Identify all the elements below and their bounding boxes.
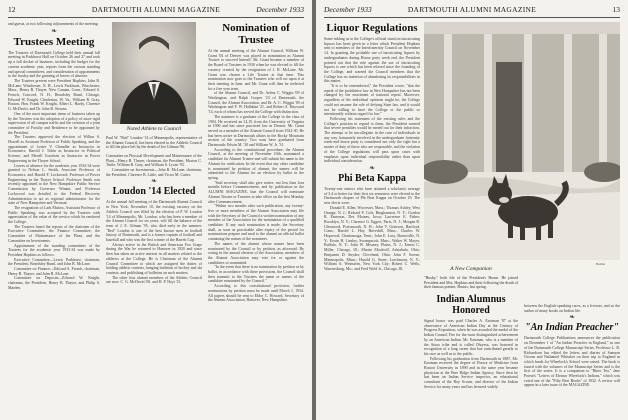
paragraph: Committee on Physical Development and Maintenance of the Plant—Henry B. Thayer, chairman, the President, Morton C. Tuttle, William R. Gray, and William S. Lycan '93.: [106, 153, 202, 168]
header-rule: [324, 17, 620, 18]
page-number: 13: [612, 5, 620, 14]
article-title-nomination: Nomination of Trustee: [222, 22, 290, 46]
paragraph: between the English-speaking races, as a lecturer, and as the author of many books on Indian life.: [524, 304, 620, 313]
article-title-phi-beta-kappa: Phi Beta Kappa: [338, 172, 406, 184]
paragraph: According to the constitutional procedure, the Alumni Council, at the meeting of November 10th, nominated a candidate for Alumni Trustee and will submit his name to the Alumni for ratification. In the event that any other candidate is nominated by petition of alumni, the names will be submitted to the Alumni for an election by ballot in the spring.: [208, 147, 304, 180]
paragraph: "It is to be remembered," the President wrote, "that the repeal of the prohibitive law in New Hampshire has not been changed by the enactment of national repeal. Moreover, regardless of the individual opinions might be, the College could not assume the role of defying State law, and it would not be willing to have the College or the public so intentionally without regard for law.": [324, 84, 420, 117]
paragraph: The nominee is a graduate of the College in the class of 1904. He received an LL.B. from the University of Virginia in 1906 and has since practiced law in Denver. Mr. Grant served as a member of the Alumni Council from 1922-30. He has been active in Dartmouth affairs in the Rocky Mountain section of the country. Two sons have graduated from Dartmouth: Edwin M. '30 and William W. Jr. '31.: [208, 114, 304, 148]
portrait-image: [106, 22, 202, 124]
paragraph: The Trustees approved the election of Wilbur S. Howell as Assistant Professor of Public Speaking, and the appointment of Lester V. Chandler as Instructor in Economics. Harold J. Tobin as Instructor in Political Science, and Merrill Goodwin as Instructor in Power Engineering in the Thayer School.: [8, 135, 100, 163]
caption-text: Paul W. "Red" Loudon '14 of Minneapolis, representative of the Alumni Council, has been elected to the Athletic Council to fill the place left by the death of Joe Gilman '96.: [106, 135, 202, 150]
paragraph: of the Alumni Council, and Dr. Arthur C. Wiggin '09 of Washington, and Ralph Cooper '23 of Dartmouth, the Council, the Alumni Association, and Dr. A. C. Wiggin '09 of Washington and F. W. Hallahan '21, and Robert A. Hayward '14, each of whom has served the College with distinction.: [208, 91, 304, 115]
paragraph: Executive Committee—Lewis Parkhurst, chairman, the President, Beardsley Ruml, and John R. McLane.: [8, 257, 100, 267]
photo-caption: A New Companion: [450, 266, 492, 272]
page-number: 12: [8, 5, 16, 14]
right-page: [316, 0, 628, 420]
paragraph: The Trustees present were President Hopkins, John R. McLane, Winchester, N. H., Lewis Parkhurst, Winchester, Mass., Henry B. Thayer, New Canaan, Conn., Edward S. French, Concord, N. H., Beardsley Ruml, Chicago, Edward W. Knight, Charleston, W. Va., William R. Gray, Boston, Hon. Frank W. Knight, Albert L. Hardy, Clarence G. McDavitt, and Dr. John B. Stearns.: [8, 78, 100, 112]
paragraph: "Said secretary shall also give notice, not less than four months before Commencement, and by publication in the ALUMNI MAGAZINE, that the Council will nominate Alumni Trustee or Trustees to take office on the first Monday after Commencement.: [208, 180, 304, 204]
page-header: [8, 5, 304, 16]
dog-photo-image: [424, 22, 620, 260]
paragraph: Dartmouth College Publications announces the publication on December 1 of "An Indian Preacher in England," as one of the Dartmouth College Manuscript Series. Professor L. B. Richardson has edited the letters and diaries of Samson Occom and Nathaniel Whitaker on their trip to England in which funds for Wheelock's School were raised. The book is issued with the volumes of the Manuscript Series and is the first of the series. It is a companion to "Bitter Tea," Jane Poteat's "Letters of Eleazar Wheelock's Indians," which was voted one of the "Fifty Best Books" of 1932. A review will appear in a later issue of the MAGAZINE.: [524, 336, 620, 388]
companion-photo: [424, 22, 620, 260]
journal-title: DARTMOUTH ALUMNI MAGAZINE: [91, 5, 221, 14]
issue-date: December 1933: [324, 5, 372, 14]
left-column-2: [106, 22, 202, 416]
caption-text: "Husky," both life of the President's House. He joined President and Mrs. Hopkins and their following the death of their famous pointer, Brutus, last spring.: [424, 275, 518, 290]
paragraph: The resignation of Lark Mattox, Assistant Professor of Public Speaking, was accepted by the Trustees with appreciation of the value of the service which he rendered the College.: [8, 205, 100, 225]
page-header: [324, 5, 620, 16]
left-column-3: [208, 22, 304, 416]
journal-title: DARTMOUTH ALUMNI MAGAZINE: [407, 5, 537, 14]
paragraph: Twenty-one seniors who have attained a scholastic average of 3.4 or better for their first six semesters were elected to the Dartmouth chapter of Phi Beta Kappa on October 19. The new elects were:: [324, 186, 420, 206]
article-title-loudon-elected: Loudon '14 Elected: [112, 186, 196, 198]
article-title-liquor-regulations: Liquor Regulations: [326, 22, 418, 34]
paragraph: Some inkling as to the College's official stand on intoxicating liquors has been given in a letter which President Hopkins sent to members of the Interfraternity Council on November 14. In granting the probable use of intoxicating liquors by undergraduates during House party week end, the President pointed out that the rule against the use of intoxicating liquors is one which has been relaxed since the founding of the College, and warned the Council members that the College has no intention of abandoning its responsibilities in this matter.: [324, 37, 420, 84]
portrait-photo: [106, 22, 202, 124]
paragraph: and guests, at two following adjournments of the meeting.: [8, 22, 99, 26]
ornament-icon: ❧: [369, 163, 375, 172]
ornament-icon: ❧: [569, 313, 575, 322]
right-column-3: [524, 304, 620, 416]
paragraph: Signal honor was paid Charles A. Eastman '87 at the observance of American Indian Day at the Century of Progress Exposition, when he was awarded the medal of the Indian Council Fire for the most distinguished achievement by an American Indian. Mr. Eastman, who is a member of the Sioux tribe and is called Ohiyesa, was honored in recognition of a long career that has contributed greatly to his race as well as to the public.: [424, 319, 518, 356]
paragraph: The other four alumni members of the Athletic Council are now: C. G. McDavitt '00, and H. P. Hoyt '21.: [106, 275, 202, 285]
ornament-icon: ❧: [151, 177, 157, 186]
header-rule: [8, 17, 304, 18]
paragraph: At the annual fall meeting of the Dartmouth Alumni Council in New York, November 10, the existing vacancy on the Athletic Council was filled by the election of P. W. Loudon '14 of Minneapolis, Mr. Loudon, who has been a member of the Alumni Council for six years, will fill the balance of the term of J. E. Gilman '95, who died early in the summer. "Red" Loudon is one of the best known men in football history of Dartmouth, and is a former captain of football and baseball and who was the first winner of the Barrett Cup.: [106, 200, 202, 243]
paragraph: The Trustees of Dartmouth College held their annual fall meeting in Parkhurst Hall on October 26 and 27 and took up a full docket of business, including the budget for the current academic year, reports from the various standing and special committees, and consideration of appointments to the faculty and the granting of leaves of absence.: [8, 50, 100, 79]
paragraph: The Trustees heard the reports of the chairmen of the Executive Committee, the Finance Committee, the Committee of Maintenance of the Plant, and the Committee on Investments.: [8, 224, 100, 243]
left-page: [0, 0, 312, 420]
photo-caption: Noted Athlete to Council: [126, 126, 182, 132]
right-column-1: [324, 22, 420, 416]
paragraph: "In the event that there is no nomination by petition or by ballot, in accordance with these provisions, the Council shall then transmit to the Trustees the name or names of the candidate nominated by the Council.": [208, 265, 304, 284]
issue-date: December 1933: [256, 5, 304, 14]
paragraph: Following his statement of the existing rules and the College's position in regard to them, the President warned that severe penalties would be meted out for their infraction. The attempt to be uncollegiate in the case of individuals in any way fortunately involved in the undergraduate fraternity week-end house party is considered not only the right but a matter of duty of those who are responsible, and the violation of the College regulations will pass upon cases with emphasis upon individual responsibility rather than upon individual consideration.: [324, 116, 420, 164]
paragraph: The names of the alumni whose names have been nominated by the Council or by petition, as aforesaid. By voting in the annual election of the Association, members of the Alumni Association may vote for or against the candidates so nominated.: [208, 241, 304, 265]
article-title-indian-alumnus: Indian Alumnus Honored: [436, 294, 506, 316]
paragraph: Committee on Deposits—Edward W. Knight, chairman, the President, Henry B. Thayer, and Philip S. Marden.: [8, 276, 100, 290]
paragraph: Committee on Investments—John R. McLane, chairman, the President, Clarence B. Little, and Victor M. Cutter.: [106, 168, 202, 177]
ornament-icon: ❧: [51, 26, 57, 35]
paragraph: Always active in the British and American Fox Graps during the War he returned to Hanover in 1920 and since then has taken an active interest in all matters related to the athletics at the College. He is Chairman of the Alumni Council Committee to which are assigned the duties of holding athletic contests, hanging bulletins of hockey and ski contests, and publishing of bulletins on such matters.: [106, 242, 202, 275]
article-title-trustees-meeting: Trustees Meeting: [13, 35, 95, 48]
left-column-1: [8, 22, 100, 416]
article-title-indian-preacher: "An Indian Preacher": [525, 322, 619, 334]
paragraph: "Within two months after such publication, any twenty-five or more members of the Alumni Association may file with the Secretary of the Council a written nomination of any member of the Association for the nomination of a qualified candidate. If any such nomination is made, the Secretary shall, as soon as practicable after expiry of the period for nominations prepare and mail to the alumni an official ballot containing the names of the nominees.: [208, 204, 304, 242]
right-column-2: [424, 264, 518, 416]
paragraph: Committee on Finance—Edward S. French, chairman, Henry B. Thayer, and John R. McLane.: [8, 267, 100, 276]
paragraph: One of the most important items of business taken up by the Trustees was the adoption of a policy of more rigid supervision of all campus traffic and the creation of a joint committee of Faculty and Residence to be appointed by the President.: [8, 111, 100, 135]
paragraph: Appointment of the standing committees of the Trustees for the academic year 1933-34 was made by President Hopkins as follows:: [8, 243, 100, 257]
paragraph: Following his graduation from Dartmouth in 1887, Mr. Eastman received the degree of Doctor of Medicine from Boston University in 1890 and in the same year became physician at the Pine Ridge Indian Agency. Since then he has been an Indian Service inspector, an educational consultant of the Boy Scouts, and director of the Indian Service for many years and has lectured widely.: [424, 356, 518, 389]
paragraph: Leaves of absence for the academic year 1933-34 were granted to Nelson L. Smith, Associate Professor of Economics, and Harold F. Lockwood, Professor of Power Engineering in the Thayer School. Professor Smith was recently appointed to the New Hampshire Public Service Commission by Governor Winant, and Professor Lockwood was detailed to the Federal Recovery Administration to act as regional administrator for the state of New Hampshire and Vermont.: [8, 163, 100, 206]
paragraph: At the annual meeting of the Alumni Council, William W. Grant '04 of Denver was placed in nomination as Alumni Trustee to succeed himself. Mr. Grant became a member of the Board of Trustees in 1930 when he was elected to fill the vacancy created by the resignation of J. R. McLane. Mr. Grant was chosen a Life Trustee at that time. This nomination now goes to the Trustees who will act upon it at their meeting in June, and Mr. Grant will then be reelected for a five year term.: [208, 49, 304, 91]
paragraph: According to this constitutional provision, further nominations by petition must be made until March 1, 1934. All papers should be sent to Eldor C. Howard, Secretary of the Alumni Association, Hanover, New Hampshire.: [208, 284, 304, 303]
photo-credit: Bemis: [596, 262, 605, 266]
paragraph: Donald E. Allen, Worcester, Mass.; Thomas Ashley, West Orange, N. J.; Richard F. Cole, Binghamton, N. Y.; Gordon R. Emerson, Des Moines, Iowa; Lawrence E. Fisher, Brooklyn, N. Y.; Clarence G. Eggert, Paris, N. J.; Morgan R. Glenwood, Portsmouth, N. H.; John V. Grierson, Hartford, Conn.; Harold L. Hay, Haverhill, Mass.; Charles W. Hopwood, Chattanooga, Tenn.; John E. Lacy, Bronxville, N. Y.; Erwin H. Linsley, Swampscott, Mass.; Walter W. Mayer, Buffalo, N. Y.; John W. Meaney, Plains, N. J.; Ernest C. Miller, Chicago, Ill.; Martin Mocktoll, Ashtabula, Ohio; Benjamin D. Snyder, Cleveland, Ohio; John F. Sorem, Minneapolis, Minn.; Harold G. Stone, Larchmont, N. Y.; William A. Weinstein, New York City; Robert C. Wells, Warrensburg, Mo.; and Fred Wold Jr., Chicago, Ill.: [324, 205, 420, 271]
